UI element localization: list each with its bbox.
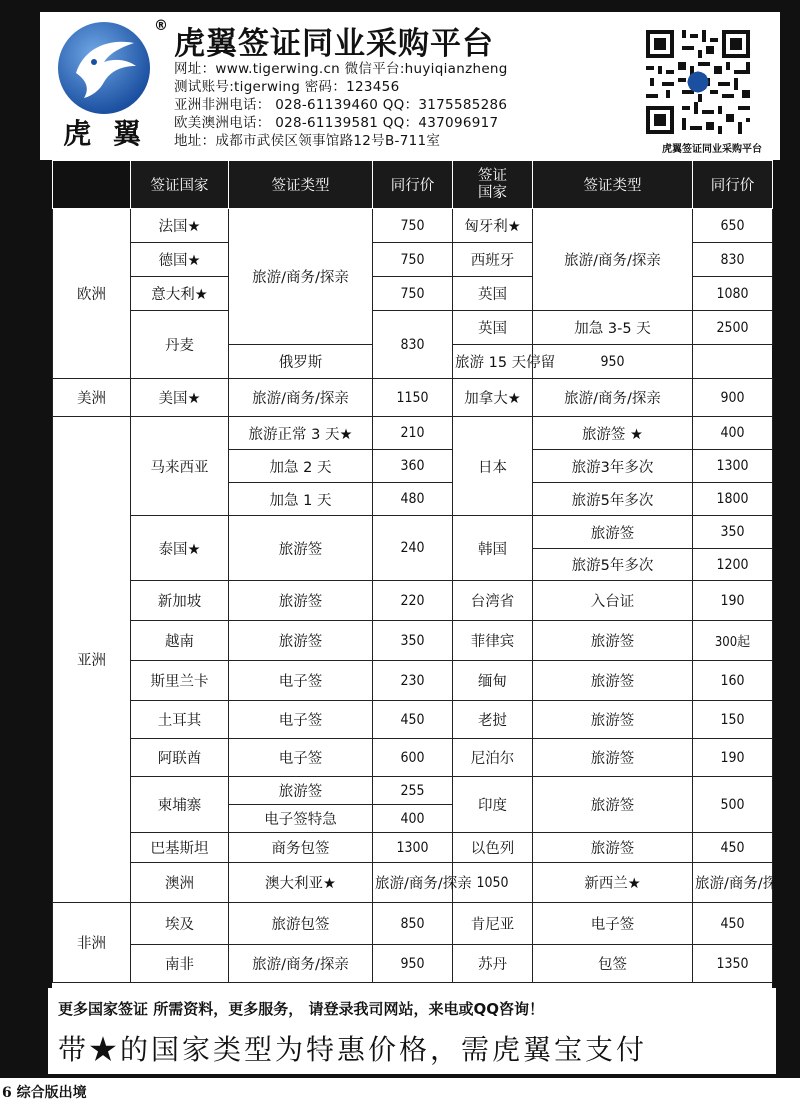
type-cell: 旅游/商务/探亲 <box>229 945 373 983</box>
type-cell: 电子签 <box>229 739 373 777</box>
country-cell: 德国★ <box>131 243 229 277</box>
eagle-logo-icon <box>54 18 154 118</box>
price-cell: 950 <box>373 945 453 983</box>
country-cell: 尼泊尔 <box>453 739 533 777</box>
country-cell: 韩国 <box>453 516 533 581</box>
country-cell: 澳大利亚★ <box>229 863 373 903</box>
country-cell: 西班牙 <box>453 243 533 277</box>
country-cell: 缅甸 <box>453 661 533 701</box>
type-cell: 旅游5年多次 <box>533 483 693 516</box>
country-cell: 加拿大★ <box>453 379 533 417</box>
table-row <box>53 311 773 345</box>
contact-info <box>174 60 634 150</box>
price-cell: 850 <box>373 903 453 945</box>
country-cell: 台湾省 <box>453 581 533 621</box>
country-cell: 法国★ <box>131 209 229 243</box>
country-cell: 老挝 <box>453 701 533 739</box>
test-account-line: 测试账号:tigerwing 密码：123456 <box>174 79 400 95</box>
country-cell: 俄罗斯 <box>229 345 373 379</box>
type-cell: 电子签 <box>533 903 693 945</box>
region-europe: 欧洲 <box>53 209 131 379</box>
brand-name: 虎 翼 <box>63 117 147 150</box>
table-row <box>53 739 773 777</box>
type-cell: 旅游签 <box>229 516 373 581</box>
country-cell: 以色列 <box>453 833 533 863</box>
price-cell: 600 <box>373 739 453 777</box>
type-cell: 旅游签 <box>533 661 693 701</box>
country-cell: 柬埔寨 <box>131 777 229 833</box>
price-cell: 950 <box>533 345 693 379</box>
logo <box>50 18 168 156</box>
price-cell: 450 <box>693 833 773 863</box>
region-oceania: 澳洲 <box>131 863 229 903</box>
price-cell: 350 <box>693 516 773 549</box>
type-cell: 加急 1 天 <box>229 483 373 516</box>
type-cell: 旅游/商务/探亲 <box>229 379 373 417</box>
price-cell: 240 <box>373 516 453 581</box>
footer-contact-note: 更多国家签证 所需资料，更多服务， 请登录我司网站，来电或QQ咨询！ <box>58 1000 544 1018</box>
region-asia: 亚洲 <box>53 417 131 903</box>
country-cell: 匈牙利★ <box>453 209 533 243</box>
header-type: 签证类型 <box>229 161 373 209</box>
type-cell: 电子签 <box>229 661 373 701</box>
header <box>40 12 780 160</box>
price-cell: 500 <box>693 777 773 833</box>
type-cell: 旅游签 ★ <box>533 417 693 450</box>
price-cell: 830 <box>693 243 773 277</box>
price-table <box>52 160 792 988</box>
country-cell: 新西兰★ <box>533 863 693 903</box>
type-cell: 旅游/商务/探亲 <box>533 379 693 417</box>
price-cell: 480 <box>373 483 453 516</box>
type-cell: 电子签特急 <box>229 805 373 833</box>
type-cell: 旅游签 <box>229 621 373 661</box>
euro-america-phone-line: 欧美澳洲电话： 028-61139581 QQ：437096917 <box>174 115 499 131</box>
country-cell: 日本 <box>453 417 533 516</box>
price-cell: 2500 <box>693 311 773 345</box>
table-row <box>53 863 773 903</box>
table-row <box>53 621 773 661</box>
country-cell: 斯里兰卡 <box>131 661 229 701</box>
asia-africa-phone-line: 亚洲非洲电话： 028-61139460 QQ：3175585286 <box>174 97 508 113</box>
header-blank <box>53 161 131 209</box>
table-row <box>53 833 773 863</box>
country-cell: 阿联酋 <box>131 739 229 777</box>
type-cell: 旅游正常 3 天★ <box>229 417 373 450</box>
price-cell: 160 <box>693 661 773 701</box>
table-row <box>53 581 773 621</box>
registered-mark: ® <box>154 18 168 34</box>
price-cell: 300起 <box>693 621 773 661</box>
type-cell: 旅游签 <box>533 833 693 863</box>
type-cell: 旅游5年多次 <box>533 549 693 581</box>
type-cell: 旅游签 <box>533 739 693 777</box>
price-cell: 360 <box>373 450 453 483</box>
price-cell: 210 <box>373 417 453 450</box>
country-cell: 美国★ <box>131 379 229 417</box>
qr-code-icon[interactable] <box>642 26 754 138</box>
price-cell: 1050 <box>453 863 533 903</box>
type-cell: 旅游/商务/探亲 <box>229 209 373 345</box>
type-cell: 商务包签 <box>229 833 373 863</box>
price-cell: 400 <box>373 805 453 833</box>
country-cell: 意大利★ <box>131 277 229 311</box>
header-country-2: 签证 国家 <box>453 161 533 209</box>
type-cell: 旅游签 <box>533 777 693 833</box>
country-cell: 泰国★ <box>131 516 229 581</box>
page-label: 6 综合版出境 <box>2 1085 87 1101</box>
country-cell: 巴基斯坦 <box>131 833 229 863</box>
header-price-2: 同行价 <box>693 161 773 209</box>
country-cell: 南非 <box>131 945 229 983</box>
type-cell: 旅游/商务/探亲 <box>533 209 693 311</box>
price-cell: 400 <box>693 417 773 450</box>
price-cell: 190 <box>693 581 773 621</box>
price-cell: 450 <box>693 903 773 945</box>
type-cell: 加急 3-5 天 <box>533 311 693 345</box>
price-cell: 190 <box>693 739 773 777</box>
website-line: 网址：www.tigerwing.cn 微信平台:huyiqianzheng <box>174 61 508 77</box>
type-cell: 旅游包签 <box>229 903 373 945</box>
country-cell: 菲律宾 <box>453 621 533 661</box>
type-cell: 电子签 <box>229 701 373 739</box>
price-cell: 1300 <box>373 833 453 863</box>
type-cell: 旅游3年多次 <box>533 450 693 483</box>
country-cell: 新加坡 <box>131 581 229 621</box>
table-header-row <box>53 161 773 209</box>
table-row <box>53 209 773 243</box>
page-title: 虎翼签证同业采购平台 <box>174 26 494 62</box>
price-cell: 750 <box>373 209 453 243</box>
address-line: 地址：成都市武侯区领事馆路12号B-711室 <box>174 133 441 149</box>
type-cell: 旅游/商务/探亲 <box>373 863 453 903</box>
price-cell: 220 <box>373 581 453 621</box>
table-row <box>53 379 773 417</box>
price-cell: 230 <box>373 661 453 701</box>
type-cell: 旅游签 <box>229 581 373 621</box>
type-cell: 旅游签 <box>533 701 693 739</box>
price-cell: 1150 <box>373 379 453 417</box>
price-cell: 350 <box>373 621 453 661</box>
price-cell: 900 <box>693 379 773 417</box>
type-cell: 旅游签 <box>533 621 693 661</box>
type-cell: 旅游签 <box>533 516 693 549</box>
price-cell: 830 <box>373 311 453 379</box>
table-row <box>53 417 773 450</box>
price-cell: 1800 <box>693 483 773 516</box>
qr-caption: 虎翼签证同业采购平台 <box>662 144 762 155</box>
price-cell: 1300 <box>693 450 773 483</box>
price-cell: 1200 <box>693 549 773 581</box>
price-cell: 1350 <box>693 945 773 983</box>
type-cell: 旅游签 <box>229 777 373 805</box>
country-cell: 越南 <box>131 621 229 661</box>
price-cell: 150 <box>693 701 773 739</box>
table-row <box>53 701 773 739</box>
header-price: 同行价 <box>373 161 453 209</box>
table-row <box>53 903 773 945</box>
country-cell: 丹麦 <box>131 311 229 379</box>
price-cell: 1080 <box>693 277 773 311</box>
price-cell: 650 <box>693 209 773 243</box>
region-africa: 非洲 <box>53 903 131 983</box>
type-cell: 旅游 15 天停留 <box>453 345 533 379</box>
country-cell: 印度 <box>453 777 533 833</box>
price-cell: 750 <box>373 243 453 277</box>
country-cell: 马来西亚 <box>131 417 229 516</box>
table-row <box>53 945 773 983</box>
country-cell: 土耳其 <box>131 701 229 739</box>
table-row <box>53 661 773 701</box>
country-cell: 肯尼亚 <box>453 903 533 945</box>
type-cell: 旅游/商务/探亲 <box>693 863 773 903</box>
type-cell: 入台证 <box>533 581 693 621</box>
header-type-2: 签证类型 <box>533 161 693 209</box>
price-cell: 750 <box>373 277 453 311</box>
country-cell: 埃及 <box>131 903 229 945</box>
table-row <box>53 516 773 549</box>
country-cell: 英国 <box>453 311 533 345</box>
country-cell: 英国 <box>453 277 533 311</box>
country-cell: 苏丹 <box>453 945 533 983</box>
footer-star-note: 带★的国家类型为特惠价格，需虎翼宝支付 <box>58 1033 648 1066</box>
footer <box>48 988 776 1074</box>
price-cell: 450 <box>373 701 453 739</box>
region-america: 美洲 <box>53 379 131 417</box>
header-country: 签证国家 <box>131 161 229 209</box>
table-row <box>53 777 773 805</box>
type-cell: 加急 2 天 <box>229 450 373 483</box>
type-cell: 包签 <box>533 945 693 983</box>
price-cell: 255 <box>373 777 453 805</box>
